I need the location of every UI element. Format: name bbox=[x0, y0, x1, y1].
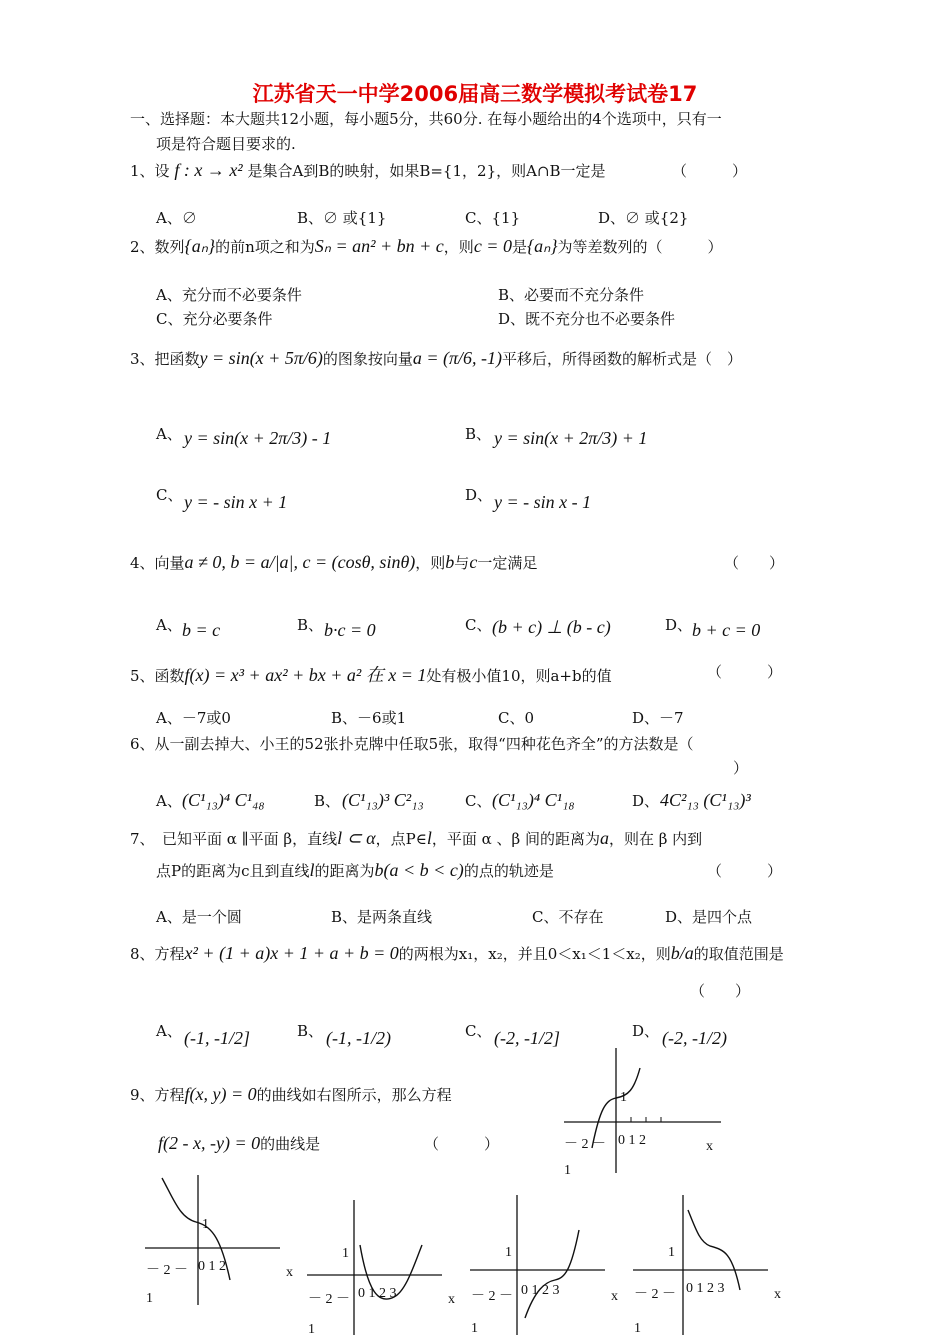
q5-text: 5、函数 bbox=[130, 667, 185, 685]
label-tick1: 1 bbox=[564, 1163, 571, 1178]
label-1: 1 bbox=[342, 1246, 349, 1261]
q3-option-d-label: D、 bbox=[465, 486, 493, 504]
q3-option-c-label: C、 bbox=[156, 486, 183, 504]
q7-text: 7、 已知平面 α ∥平面 β，直线 bbox=[130, 830, 338, 848]
q8-text: 8、方程 bbox=[130, 945, 185, 963]
label-x: x bbox=[774, 1287, 781, 1302]
q1-option-c: C、{1} bbox=[465, 209, 521, 227]
q8-option-a: (-1, -1/2] bbox=[184, 1028, 250, 1048]
curve bbox=[525, 1230, 579, 1318]
q1-text-2: 是集合A到B的映射，如果B={1，2}，则A∩B一定是 bbox=[247, 162, 606, 180]
q5-option-c: C、0 bbox=[498, 709, 535, 727]
label-tick1: 1 bbox=[634, 1321, 641, 1336]
q9-option-b-graph bbox=[302, 1195, 467, 1340]
label-1: 1 bbox=[202, 1217, 209, 1232]
q9-reference-graph bbox=[556, 1038, 726, 1178]
q6-option-a-label: A、 bbox=[156, 792, 182, 810]
q3-text: 3、把函数 bbox=[130, 350, 200, 368]
q4-option-a-label: A、 bbox=[156, 616, 182, 634]
q7-math-4: l bbox=[309, 860, 315, 880]
q8-math-2: b/a bbox=[670, 943, 694, 963]
q7-option-d: D、是四个点 bbox=[665, 908, 753, 926]
q9-stem bbox=[130, 1084, 452, 1105]
q3-text-2: 的图象按向量 bbox=[322, 350, 413, 368]
q6-option-d: 4C²₁₃ (C¹₁₃)³ bbox=[660, 790, 751, 810]
q9-option-c-graph bbox=[465, 1190, 630, 1340]
q7-text-6: 的距离为 bbox=[314, 862, 375, 880]
label-x: x bbox=[706, 1139, 713, 1154]
q6-option-c: (C¹₁₃)⁴ C¹₁₈ bbox=[492, 790, 575, 810]
q5-option-a: A、－7或0 bbox=[156, 709, 231, 727]
q7-text-3: ，平面 α 、β 间的距离为 bbox=[431, 830, 600, 848]
q7-stem-2 bbox=[156, 860, 554, 881]
label-ticks: 0 1 2 3 bbox=[521, 1283, 560, 1298]
label-x: x bbox=[448, 1292, 455, 1307]
q1-stem bbox=[130, 160, 606, 181]
label-ticks: 0 1 2 bbox=[618, 1133, 646, 1148]
q4-option-a: b = c bbox=[182, 620, 221, 640]
page-title: 江苏省天一中学2006届高三数学模拟考试卷17 bbox=[252, 82, 698, 106]
q4-math-1: a ≠ 0, b = a/|a|, c = (cosθ, sinθ) bbox=[184, 552, 416, 572]
q4-text-2: ，则 bbox=[415, 554, 446, 572]
q3-stem bbox=[130, 348, 742, 369]
q4-answer-paren: （ ） bbox=[724, 554, 785, 572]
q6-option-a: (C¹₁₃)⁴ C¹₄₈ bbox=[182, 790, 265, 810]
q3-option-a: y = sin(x + 2π/3) - 1 bbox=[184, 428, 332, 448]
label-tick1: 1 bbox=[308, 1322, 315, 1337]
q4-math-2: b bbox=[445, 552, 455, 572]
q6-option-b-label: B、 bbox=[314, 792, 341, 810]
q7-option-b: B、是两条直线 bbox=[331, 908, 433, 926]
label-neg2: － 2 － bbox=[634, 1287, 676, 1302]
q8-option-c-label: C、 bbox=[465, 1022, 492, 1040]
label-x: x bbox=[611, 1289, 618, 1304]
q8-stem bbox=[130, 943, 784, 964]
label-ticks: 0 1 2 3 bbox=[686, 1281, 725, 1296]
q8-text-3: 的取值范围是 bbox=[693, 945, 784, 963]
label-neg2: － 2 － bbox=[308, 1292, 350, 1307]
q1-math: f : x → x² bbox=[174, 160, 243, 180]
q9-text-3: 的曲线是 bbox=[260, 1135, 321, 1153]
q1-option-b: B、∅ 或{1} bbox=[297, 209, 387, 227]
q6-option-d-label: D、 bbox=[632, 792, 660, 810]
q7-math-1: l ⊂ α bbox=[337, 828, 376, 848]
q3-option-b-label: B、 bbox=[465, 425, 492, 443]
q8-option-b: (-1, -1/2) bbox=[326, 1028, 391, 1048]
q9-answer-paren: （ ） bbox=[424, 1135, 500, 1153]
q5-option-b: B、－6或1 bbox=[331, 709, 407, 727]
q3-option-b: y = sin(x + 2π/3) + 1 bbox=[494, 428, 648, 448]
q3-option-a-label: A、 bbox=[156, 425, 182, 443]
q7-math-3: a bbox=[599, 828, 609, 848]
q8-option-b-label: B、 bbox=[297, 1022, 324, 1040]
q7-math-5: b(a < b < c) bbox=[374, 860, 464, 880]
q2-text-5: 为等差数列的（ ） bbox=[557, 238, 723, 256]
q4-text-4: 一定满足 bbox=[477, 554, 538, 572]
q3-option-c: y = - sin x + 1 bbox=[184, 492, 288, 512]
q4-option-d: b + c = 0 bbox=[692, 620, 761, 640]
q3-text-3: 平移后，所得函数的解析式是（ ） bbox=[502, 350, 743, 368]
q2-option-a: A、充分而不必要条件 bbox=[156, 286, 302, 304]
q8-option-d: (-2, -1/2) bbox=[662, 1028, 727, 1048]
label-x: x bbox=[286, 1265, 293, 1280]
q3-option-d: y = - sin x - 1 bbox=[494, 492, 592, 512]
q2-text-2: 的前n项之和为 bbox=[215, 238, 315, 256]
q7-math-2: l bbox=[426, 828, 432, 848]
q8-text-2: 的两根为x₁，x₂，并且0＜x₁＜1＜x₂，则 bbox=[398, 945, 671, 963]
q9-option-d-graph bbox=[628, 1190, 793, 1340]
q6-stem: 6、从一副去掉大、小王的52张扑克牌中任取5张，取得“四种花色齐全”的方法数是（ bbox=[130, 735, 694, 753]
q4-stem bbox=[130, 552, 537, 573]
q4-text: 4、向量 bbox=[130, 554, 185, 572]
q6-stem-end: ） bbox=[733, 759, 749, 777]
q2-text-4: 是 bbox=[511, 238, 527, 256]
q8-option-a-label: A、 bbox=[156, 1022, 182, 1040]
q7-option-a: A、是一个圆 bbox=[156, 908, 242, 926]
q1-text: 1、设 bbox=[130, 162, 170, 180]
q7-text-4: ，则在 β 内到 bbox=[608, 830, 703, 848]
q7-stem bbox=[130, 828, 702, 849]
label-1: 1 bbox=[620, 1090, 627, 1105]
q8-math-1: x² + (1 + a)x + 1 + a + b = 0 bbox=[184, 943, 399, 963]
q2-stem bbox=[130, 236, 723, 257]
label-tick1: 1 bbox=[471, 1321, 478, 1336]
section-heading-cont: 项是符合题目要求的. bbox=[156, 135, 296, 153]
q2-text: 2、数列 bbox=[130, 238, 185, 256]
q5-math-1: f(x) = x³ + ax² + bx + a² 在 x = 1 bbox=[184, 665, 427, 685]
q5-answer-paren: （ ） bbox=[707, 663, 783, 681]
section-heading: 一、选择题：本大题共12小题，每小题5分，共60分. 在每小题给出的4个选项中，只有一 bbox=[130, 110, 722, 128]
q2-option-d: D、既不充分也不必要条件 bbox=[498, 310, 676, 328]
q7-text-5: 点P的距离为c且到直线 bbox=[156, 862, 310, 880]
q1-option-d: D、∅ 或{2} bbox=[598, 209, 689, 227]
q9-stem-2 bbox=[158, 1133, 320, 1154]
q5-text-2: 处有极小值10，则a+b的值 bbox=[426, 667, 612, 685]
q9-math-2: f(2 - x, -y) = 0 bbox=[158, 1133, 261, 1153]
q3-math-1: y = sin(x + 5π/6) bbox=[199, 348, 323, 368]
label-ticks: 0 1 2 3 bbox=[358, 1286, 397, 1301]
q5-option-d: D、－7 bbox=[632, 709, 684, 727]
q2-math-3: c = 0 bbox=[473, 236, 512, 256]
q7-text-7: 的点的轨迹是 bbox=[463, 862, 554, 880]
q9-text-2: 的曲线如右图所示，那么方程 bbox=[256, 1086, 452, 1104]
label-1: 1 bbox=[505, 1245, 512, 1260]
q4-option-b-label: B、 bbox=[297, 616, 324, 634]
q7-answer-paren: （ ） bbox=[707, 862, 783, 880]
q2-option-c: C、充分必要条件 bbox=[156, 310, 273, 328]
q4-option-c-label: C、 bbox=[465, 616, 492, 634]
q6-option-c-label: C、 bbox=[465, 792, 492, 810]
q5-stem bbox=[130, 661, 612, 687]
q6-option-b: (C¹₁₃)³ C²₁₃ bbox=[342, 790, 424, 810]
q2-text-3: ，则 bbox=[443, 238, 474, 256]
q1-option-a: A、∅ bbox=[156, 209, 197, 227]
q2-option-b: B、必要而不充分条件 bbox=[498, 286, 645, 304]
q7-option-c: C、不存在 bbox=[532, 908, 604, 926]
label-neg2: － 2 － bbox=[146, 1263, 188, 1278]
q7-text-2: ，点P∈ bbox=[375, 830, 427, 848]
q4-option-c: (b + c) ⊥ (b - c) bbox=[492, 617, 611, 637]
q2-math-1: {aₙ} bbox=[184, 236, 216, 256]
q9-option-a-graph bbox=[140, 1170, 305, 1310]
label-neg2: － 2 － bbox=[564, 1137, 606, 1152]
label-1: 1 bbox=[668, 1245, 675, 1260]
q8-answer-paren: （ ） bbox=[690, 982, 751, 1000]
curve bbox=[688, 1210, 740, 1290]
q8-option-c: (-2, -1/2] bbox=[494, 1028, 560, 1048]
q9-text: 9、方程 bbox=[130, 1086, 185, 1104]
q4-math-3: c bbox=[469, 552, 478, 572]
label-tick1: 1 bbox=[146, 1291, 153, 1306]
q3-math-2: a = (π/6, -1) bbox=[412, 348, 503, 368]
q1-answer-paren: （ ） bbox=[672, 162, 748, 180]
q4-option-d-label: D、 bbox=[665, 616, 693, 634]
label-neg2: － 2 － bbox=[471, 1289, 513, 1304]
q9-math-1: f(x, y) = 0 bbox=[184, 1084, 257, 1104]
label-ticks: 0 1 2 bbox=[198, 1259, 226, 1274]
q4-option-b: b·c = 0 bbox=[324, 620, 376, 640]
q2-math-4: {aₙ} bbox=[526, 236, 558, 256]
q4-text-3: 与 bbox=[454, 554, 470, 572]
q8-option-d-label: D、 bbox=[632, 1022, 660, 1040]
q2-math-2: Sₙ = an² + bn + c bbox=[314, 236, 444, 256]
